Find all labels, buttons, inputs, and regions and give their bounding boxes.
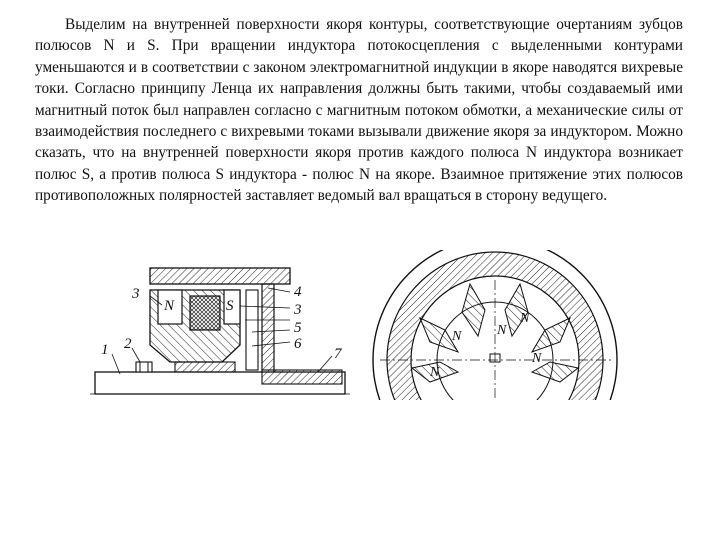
label-n-5: N <box>532 351 542 366</box>
label-n-pole: N <box>164 298 175 314</box>
body-paragraph <box>35 14 683 207</box>
label-3b: 3 <box>294 302 302 318</box>
label-n-1: N <box>452 329 462 344</box>
label-4: 4 <box>294 284 302 300</box>
label-n-4: N <box>430 365 440 380</box>
coupling-section-figure <box>0 250 720 410</box>
label-5: 5 <box>294 320 302 336</box>
right-drawing <box>373 250 617 410</box>
label-3a: 3 <box>132 286 140 302</box>
label-1: 1 <box>101 342 109 358</box>
label-6: 6 <box>294 336 302 352</box>
label-s-pole: S <box>226 298 234 314</box>
figures-row <box>0 250 720 410</box>
label-7: 7 <box>334 346 342 362</box>
label-2: 2 <box>124 336 132 352</box>
label-n-3: N <box>520 311 530 326</box>
paragraph-text: Выделим на внутренней поверхности якоря контуры, соответствующие очертаниям зубцов полюсов N и S. При вращении индуктора потокосцепления с выделенными контурами уменьшаются и в соответствии с законом электромагнитной индукции в якоре наводятся вихревые токи. Согласно принципу Ленца их направления должны быть такими, чтобы создаваемый ими магнитный поток был направлен согласно с магнитным потоком обмотки, а механические силы от взаимодействия последнего с вихревыми токами вызывали движение якоря за индуктором. Можно сказать, что на внутренней поверхности якоря против каждого полюса N индуктора возникает полюс S, а против полюса S индуктора - полюс N на якоре. Взаимное притяжение этих полюсов противоположных полярностей заставляет ведомый вал вращаться в сторону ведущего. <box>35 16 683 205</box>
label-n-2: N <box>497 323 507 338</box>
left-drawing <box>90 268 350 394</box>
